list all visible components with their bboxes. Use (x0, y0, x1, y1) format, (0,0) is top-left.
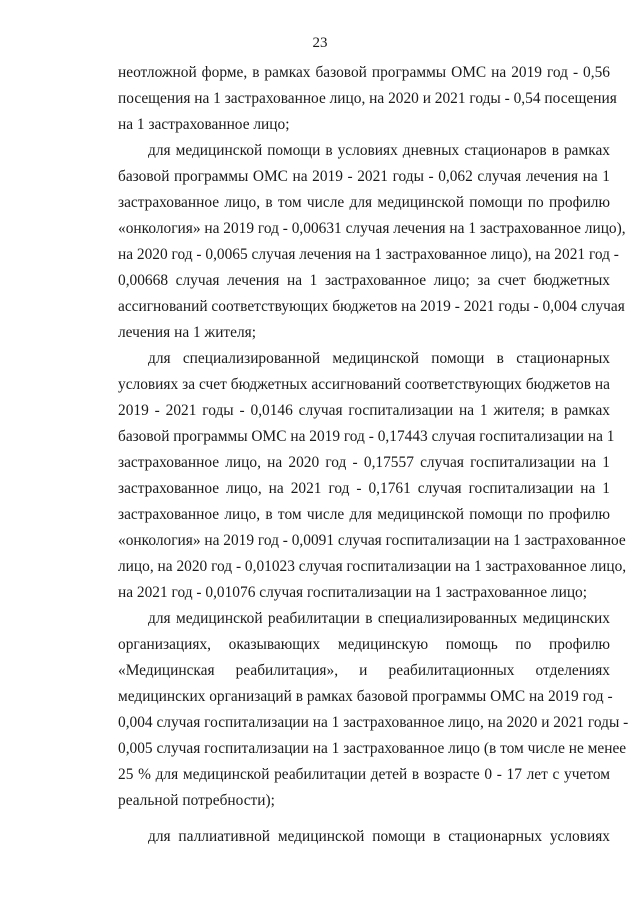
text-line: для специализированной медицинской помощи в стационарных (148, 350, 610, 367)
text-line: для медицинской помощи в условиях дневных стационаров в рамках (148, 142, 610, 159)
text-line: реальной потребности); (118, 792, 275, 809)
text-line: «Медицинская реабилитация», и реабилитационных отделениях (118, 662, 610, 679)
text-line: 0,005 случая госпитализации на 1 застрахованное лицо (в том числе не менее (118, 740, 627, 757)
text-line: медицинских организаций в рамках базовой программы ОМС на 2019 год - (118, 688, 613, 705)
text-line: базовой программы ОМС на 2019 - 2021 годы - 0,062 случая лечения на 1 (118, 168, 610, 185)
text-line: неотложной форме, в рамках базовой программы ОМС на 2019 год - 0,56 (118, 64, 610, 81)
text-line: застрахованное лицо, в том числе для медицинской помощи по профилю (118, 506, 610, 523)
text-line: посещения на 1 застрахованное лицо, на 2020 и 2021 годы - 0,54 посещения (118, 90, 617, 107)
text-line: «онкология» на 2019 год - 0,0091 случая госпитализации на 1 застрахованное (118, 532, 626, 549)
text-line: на 2020 год - 0,0065 случая лечения на 1 застрахованное лицо), на 2021 год - (118, 246, 619, 263)
text-line: 0,004 случая госпитализации на 1 застрахованное лицо, на 2020 и 2021 годы - (118, 714, 629, 731)
text-line: «онкология» на 2019 год - 0,00631 случая лечения на 1 застрахованное лицо), (118, 220, 626, 237)
text-line: 2019 - 2021 годы - 0,0146 случая госпитализации на 1 жителя; в рамках (118, 402, 610, 419)
text-line: условиях за счет бюджетных ассигнований соответствующих бюджетов на (118, 376, 610, 393)
text-line: для медицинской реабилитации в специализированных медицинских (148, 610, 610, 627)
text-line: на 1 застрахованное лицо; (118, 116, 290, 133)
text-line: 0,00668 случая лечения на 1 застрахованное лицо; за счет бюджетных (118, 272, 610, 289)
text-line: для паллиативной медицинской помощи в стационарных условиях (148, 828, 610, 845)
text-line: 25 % для медицинской реабилитации детей в возрасте 0 - 17 лет с учетом (118, 766, 610, 783)
text-line: застрахованное лицо, в том числе для медицинской помощи по профилю (118, 194, 610, 211)
text-line: базовой программы ОМС на 2019 год - 0,17443 случая госпитализации на 1 (118, 428, 615, 445)
text-line: на 2021 год - 0,01076 случая госпитализации на 1 застрахованное лицо; (118, 584, 588, 601)
text-line: застрахованное лицо, на 2021 год - 0,1761 случая госпитализации на 1 (118, 480, 610, 497)
text-line: лечения на 1 жителя; (118, 324, 257, 341)
text-line: застрахованное лицо, на 2020 год - 0,17557 случая госпитализации на 1 (118, 454, 610, 471)
text-line: организациях, оказывающих медицинскую помощь по профилю (118, 636, 610, 653)
page-number: 23 (312, 35, 328, 51)
text-line: ассигнований соответствующих бюджетов на 2019 - 2021 годы - 0,004 случая (118, 298, 625, 315)
text-line: лицо, на 2020 год - 0,01023 случая госпитализации на 1 застрахованное лицо, (118, 558, 627, 575)
